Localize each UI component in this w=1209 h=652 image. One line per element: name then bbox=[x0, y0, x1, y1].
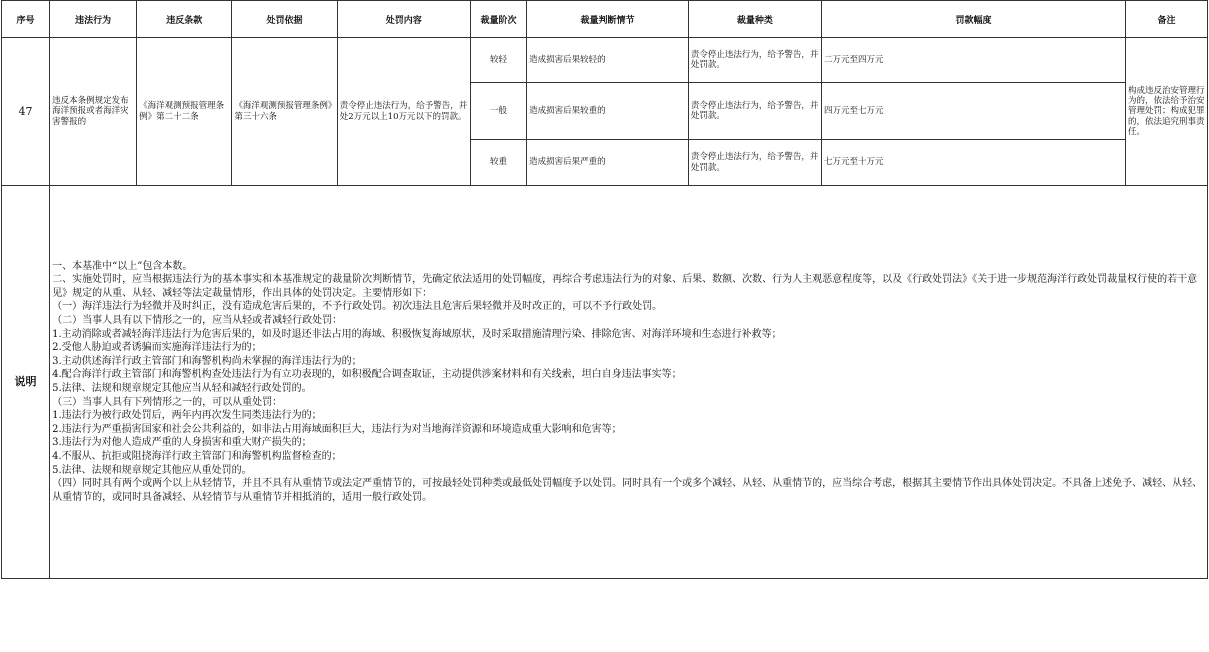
header-content: 处罚内容 bbox=[337, 1, 470, 38]
header-violation: 违法行为 bbox=[50, 1, 137, 38]
remarks-cell: 构成违反治安管理行为的，依法给予治安管理处罚；构成犯罪的，依法追究刑事责任。 bbox=[1126, 38, 1208, 186]
criteria-cell: 造成损害后果较重的 bbox=[527, 83, 689, 140]
header-penalty-type: 裁量种类 bbox=[688, 1, 821, 38]
penalty-type-cell: 责令停止违法行为，给予警告，并处罚款。 bbox=[688, 140, 821, 186]
level-cell: 较重 bbox=[470, 140, 526, 186]
notes-text: 一、本基准中“以上”包含本数。 二、实施处罚时，应当根据违法行为的基本事实和本基准规定的裁量阶次判断情节，先确定依法适用的处罚幅度，再综合考虑违法行为的对象、后果、数额、次数、行为人主观恶意程度等，以及《行政处罚法》《关于进一步规范海洋行政处罚裁量权行使的若干意见》规定的从重、从轻、减轻等法定裁量情形，作出具体的处罚决定。主要情形如下： （一）海洋违法行为轻微并及时纠正，没有造成危害后果的，不予行政处罚。初次违法且危害后果轻微并及时改正的，可以不予行政处罚。 （二）当事人具有以下情形之一的，应当从轻或者减轻行政处罚： 1.主动消除或者减轻海洋违法行为危害后果的，如及时退还非法占用的海域、积极恢复海域原状，及时采取措施清理污染、排除危害、对海洋环境和生态进行补救等； 2.受他人胁迫或者诱骗而实施海洋违法行为的； 3.主动供述海洋行政主管部门和海警机构尚未掌握的海洋违法行为的； 4.配合海洋行政主管部门和海警机构查处违法行为有立功表现的，如积极配合调查取证，主动提供涉案材料和有关线索，坦白自身违法事实等； 5.法律、法规和规章规定其他应当从轻和减轻行政处罚的。 （三）当事人具有下列情形之一的，可以从重处罚： 1.违法行为被行政处罚后，两年内再次发生同类违法行为的； 2.违法行为严重损害国家和社会公共利益的，如非法占用海域面积巨大，违法行为对当地海洋资源和环境造成重大影响和危害等； 3.违法行为对他人造成严重的人身损害和重大财产损失的； 4.不服从、抗拒或阻挠海洋行政主管部门和海警机构监督检查的； 5.法律、法规和规章规定其他应从重处罚的。 （四）同时具有两个或两个以上从轻情节，并且不具有从重情节或法定严重情节的，可按最轻处罚种类或最低处罚幅度予以处罚。同时具有一个或多个减轻、从轻、从重情节的，应当综合考虑，根据其主要情节作出具体处罚决定。不具备上述免予、减轻、从轻、从重情节的，或同时具备减轻、从轻情节与从重情节并相抵消的，适用一般行政处罚。 bbox=[50, 186, 1208, 579]
header-level: 裁量阶次 bbox=[470, 1, 526, 38]
range-cell: 四万元至七万元 bbox=[821, 83, 1125, 140]
content-cell: 责令停止违法行为，给予警告，并处2万元以上10万元以下的罚款。 bbox=[337, 38, 470, 186]
header-remarks: 备注 bbox=[1126, 1, 1208, 38]
notes-label: 说明 bbox=[2, 186, 50, 579]
seq-cell: 47 bbox=[2, 38, 50, 186]
header-range: 罚款幅度 bbox=[821, 1, 1125, 38]
header-row bbox=[2, 1, 1208, 38]
criteria-cell: 造成损害后果较轻的 bbox=[527, 38, 689, 83]
penalty-type-cell: 责令停止违法行为，给予警告，并处罚款。 bbox=[688, 38, 821, 83]
violation-cell: 违反本条例规定发布海洋预报或者海洋灾害警报的 bbox=[50, 38, 137, 186]
header-seq: 序号 bbox=[2, 1, 50, 38]
penalty-standard-table bbox=[1, 0, 1208, 579]
basis-cell: 《海洋观测预报管理条例》第三十六条 bbox=[232, 38, 337, 186]
table-row bbox=[2, 38, 1208, 83]
penalty-type-cell: 责令停止违法行为，给予警告，并处罚款。 bbox=[688, 83, 821, 140]
notes-row bbox=[2, 186, 1208, 579]
clause-cell: 《海洋观测预报管理条例》第二十二条 bbox=[137, 38, 232, 186]
header-clause: 违反条款 bbox=[137, 1, 232, 38]
range-cell: 七万元至十万元 bbox=[821, 140, 1125, 186]
criteria-cell: 造成损害后果严重的 bbox=[527, 140, 689, 186]
level-cell: 较轻 bbox=[470, 38, 526, 83]
header-criteria: 裁量判断情节 bbox=[527, 1, 689, 38]
range-cell: 二万元至四万元 bbox=[821, 38, 1125, 83]
header-basis: 处罚依据 bbox=[232, 1, 337, 38]
level-cell: 一般 bbox=[470, 83, 526, 140]
